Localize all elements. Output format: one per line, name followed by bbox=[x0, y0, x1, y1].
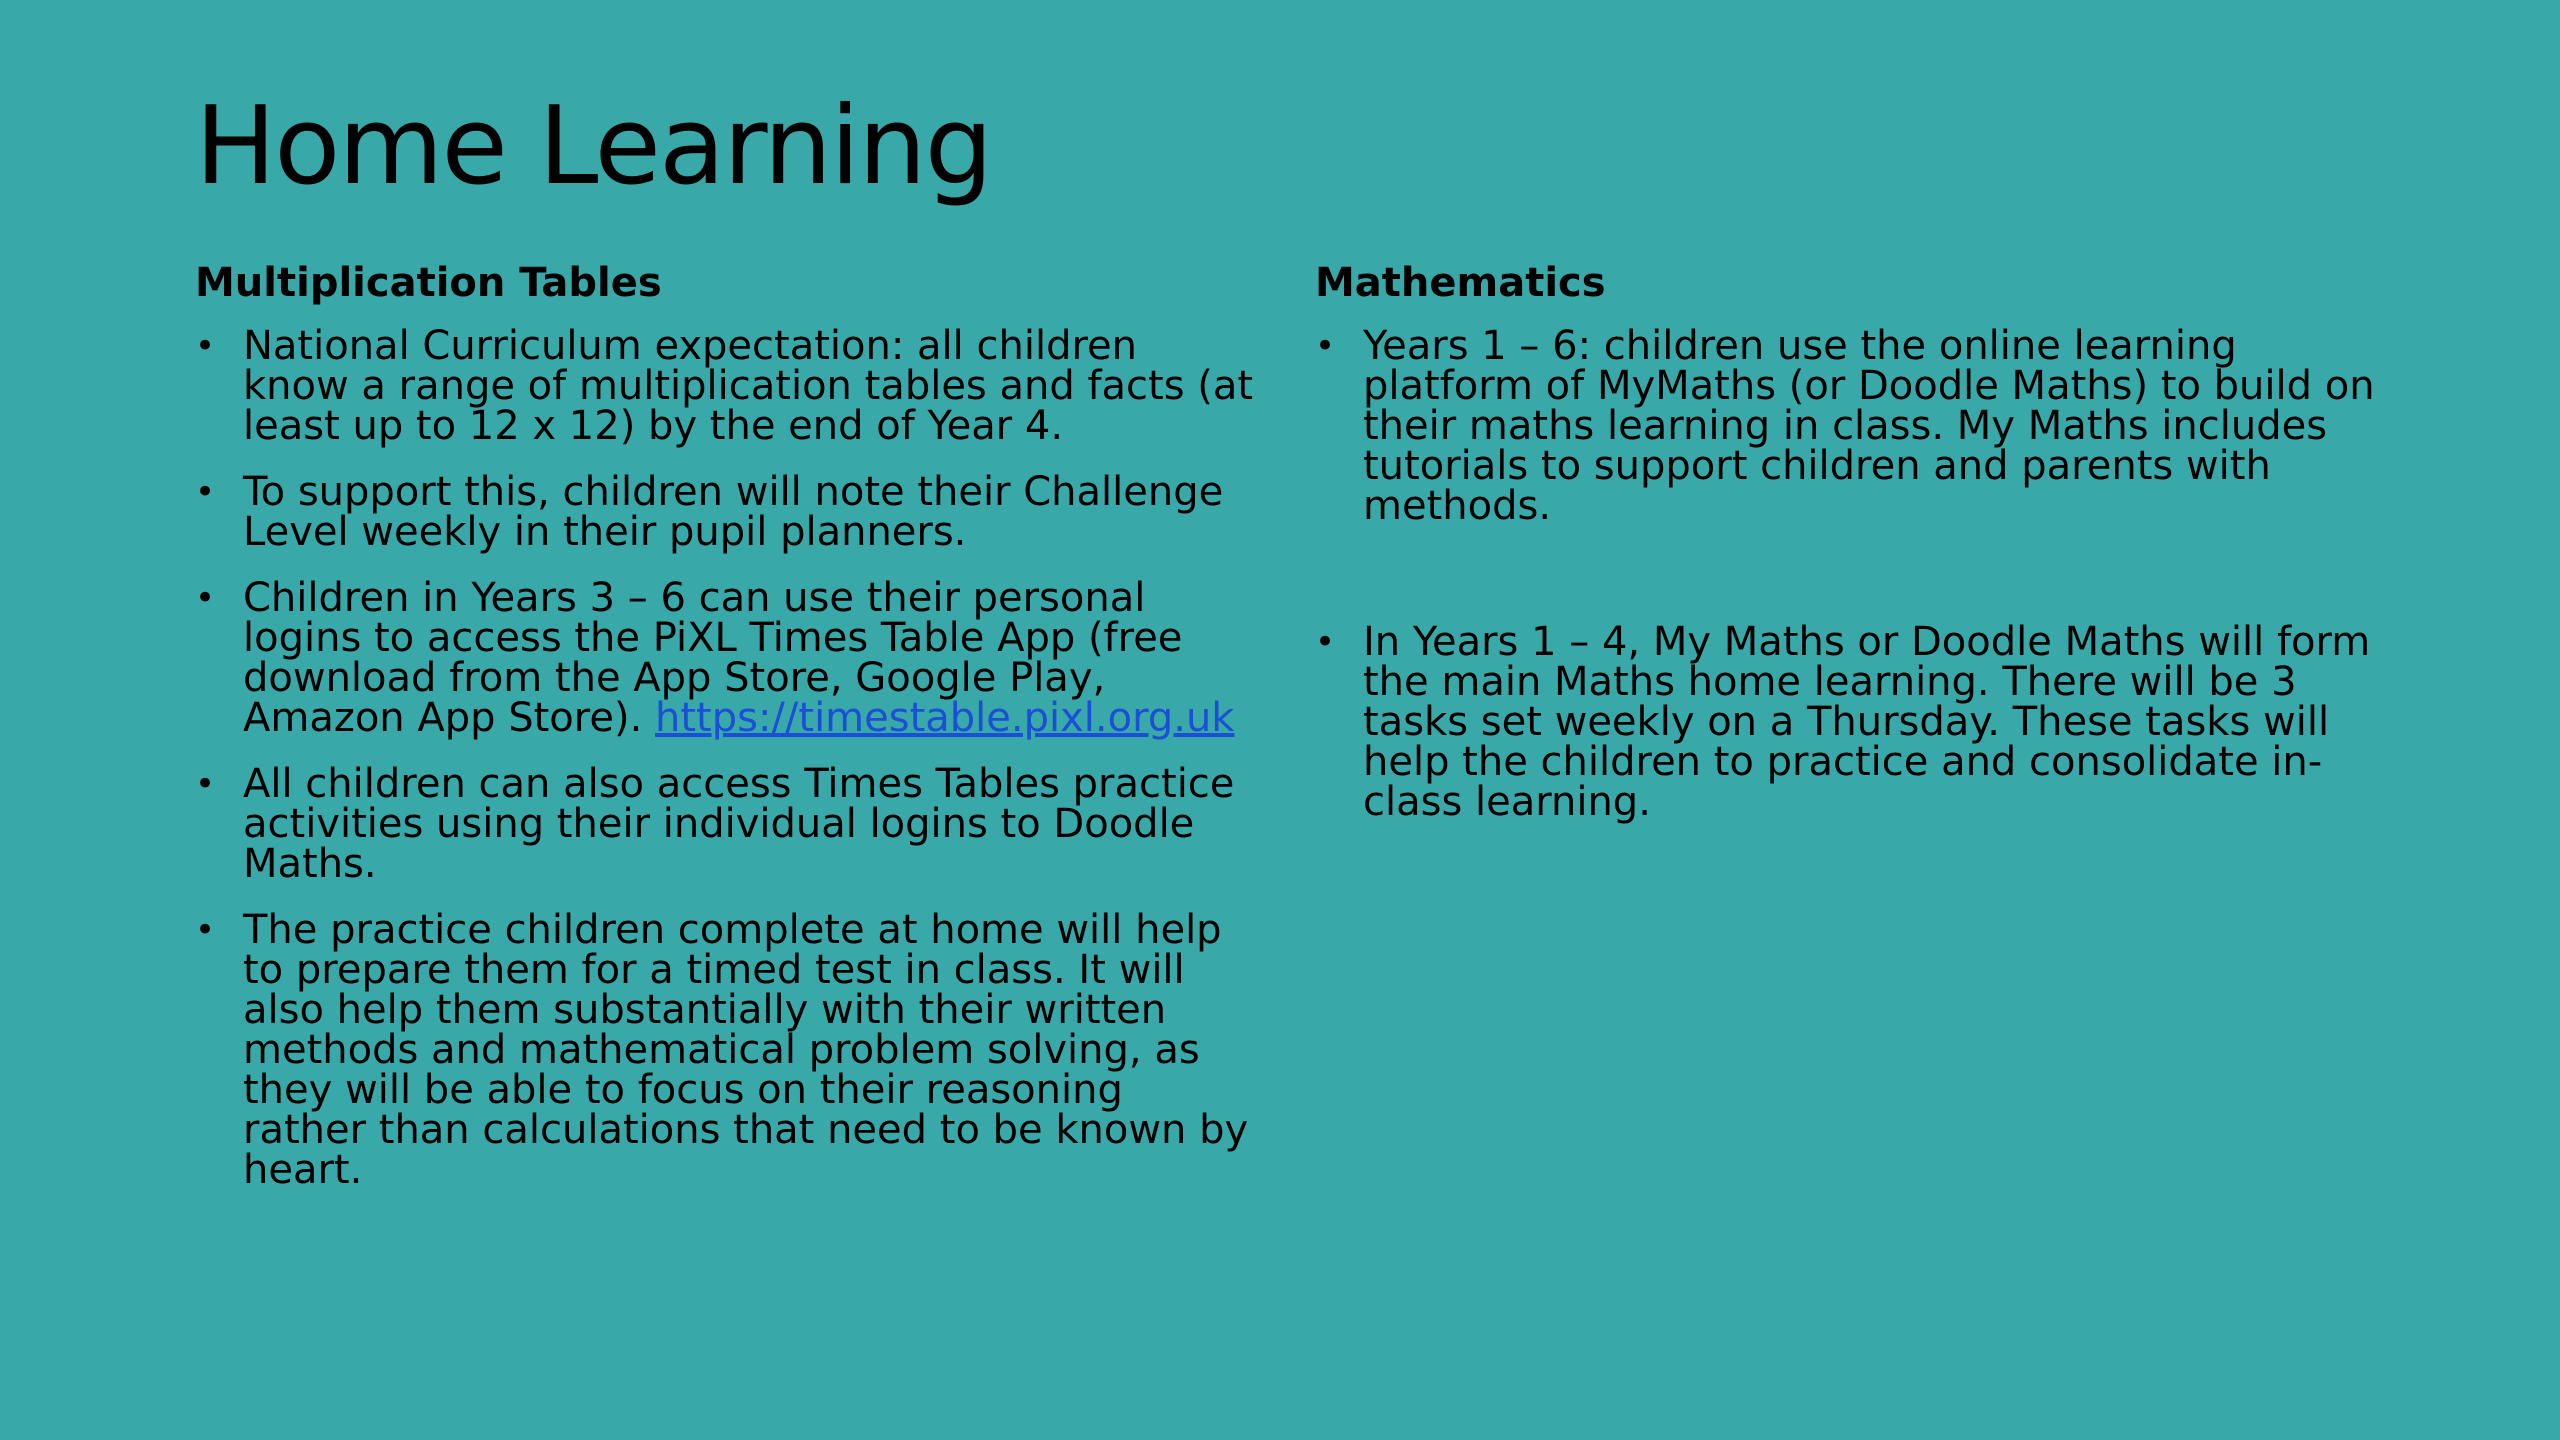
section-heading-mathematics: Mathematics bbox=[1315, 260, 1606, 306]
bullet-text: Children in Years 3 – 6 can use their personal logins to access the PiXL Times Table App (free download from the App Store, Google Play, Amazon App Store). bbox=[243, 575, 1183, 741]
bullet-text: In Years 1 – 4, My Maths or Doodle Maths will form the main Maths home learning. There will be 3 tasks set weekly on a Thursday. These tasks will help the children to practice and consolidate in-class learning. bbox=[1363, 619, 2371, 825]
bullet-icon: • bbox=[1315, 326, 1336, 366]
bullet-text: To support this, children will note their Challenge Level weekly in their pupil planners. bbox=[243, 469, 1224, 555]
page-title: Home Learning bbox=[195, 84, 992, 209]
list-item bbox=[195, 907, 1255, 1193]
bullet-icon: • bbox=[195, 578, 216, 618]
bullet-icon: • bbox=[195, 764, 216, 804]
right-column bbox=[1315, 258, 2395, 825]
bullet-list-mathematics bbox=[1315, 323, 2395, 825]
bullet-icon: • bbox=[1315, 622, 1336, 662]
list-item bbox=[195, 575, 1255, 741]
list-item bbox=[195, 761, 1255, 887]
list-item bbox=[195, 323, 1255, 449]
left-column bbox=[195, 258, 1255, 1216]
section-heading-multiplication: Multiplication Tables bbox=[195, 260, 662, 306]
list-item bbox=[1315, 619, 2395, 825]
bullet-icon: • bbox=[195, 472, 216, 512]
bullet-icon: • bbox=[195, 910, 216, 950]
list-item bbox=[195, 469, 1255, 555]
bullet-list-multiplication bbox=[195, 323, 1255, 1193]
bullet-text: The practice children complete at home will help to prepare them for a timed test in class. It will also help them substantially with their written methods and mathematical problem solving, as they will be able to focus on their reasoning rather than calculations that need to be known by heart. bbox=[243, 907, 1249, 1193]
bullet-icon: • bbox=[195, 326, 216, 366]
bullet-text: All children can also access Times Tables practice activities using their individual logins to Doodle Maths. bbox=[243, 761, 1235, 887]
bullet-text: Years 1 – 6: children use the online learning platform of MyMaths (or Doodle Maths) to build on their maths learning in class. My Maths includes tutorials to support children and parents with methods. bbox=[1363, 323, 2375, 529]
bullet-text: National Curriculum expectation: all children know a range of multiplication tables and facts (at least up to 12 x 12) by the end of Year 4. bbox=[243, 323, 1254, 449]
pixl-times-table-link[interactable]: https://timestable.pixl.org.uk bbox=[655, 695, 1235, 741]
list-item bbox=[1315, 323, 2395, 529]
